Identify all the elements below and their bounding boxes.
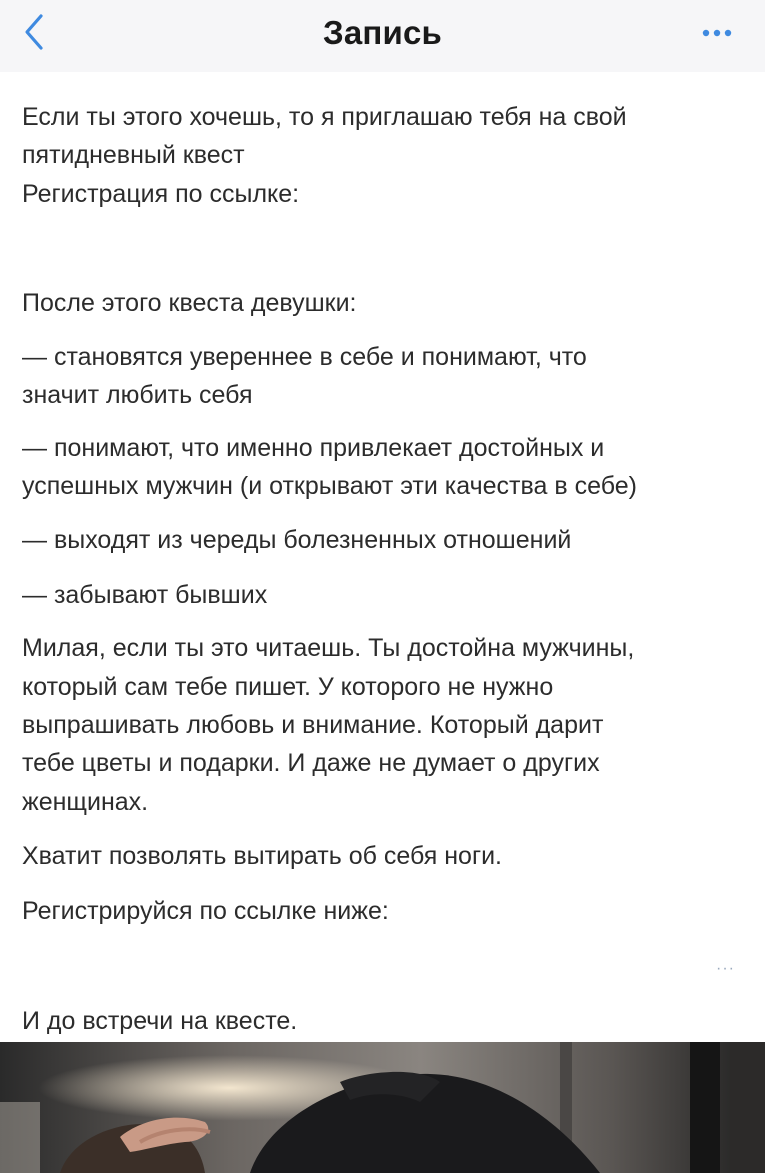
bullet-1-line-1: — становятся увереннее в себе и понимают, что [22, 343, 587, 371]
post-photo-image [0, 1042, 765, 1173]
intro-line-1: Если ты этого хочешь, то я приглашаю тебя на свой [22, 103, 627, 131]
after-quest-heading: После этого квеста девушки: [22, 289, 357, 317]
bullet-2-line-2: успешных мужчин (и открывают эти качества в себе) [22, 472, 637, 500]
dear-line-2: который сам тебе пишет. У которого не нужно [22, 673, 554, 701]
dear-line-5: женщинах. [22, 788, 149, 816]
dear-line-4: тебе цветы и подарки. И даже не думает о других [22, 749, 600, 777]
intro-line-2: пятидневный квест [22, 141, 245, 169]
registration-text: Регистрация по ссылке: [22, 180, 300, 208]
dear-line-3: выпрашивать любовь и внимание. Который дарит [22, 711, 604, 739]
page-title: Запись [322, 14, 443, 51]
bullet-1-line-2: значит любить себя [22, 381, 253, 409]
bullet-4: — забывают бывших [22, 581, 268, 609]
see-you-text: И до встречи на квесте. [22, 1007, 298, 1035]
enough-text: Хватит позволять вытирать об себя ноги. [22, 842, 502, 870]
navigation-bar [0, 0, 765, 72]
dear-line-1: Милая, если ты это читаешь. Ты достойна мужчины, [22, 634, 635, 662]
more-button[interactable] [697, 22, 737, 46]
post-photo[interactable] [0, 1042, 765, 1173]
bullet-3: — выходят из череды болезненных отношений [22, 526, 572, 554]
more-horizontal-icon [701, 25, 733, 43]
faint-dots: ··· [716, 960, 735, 977]
register-below-text: Регистрируйся по ссылке ниже: [22, 897, 389, 925]
bullet-2-line-1: — понимают, что именно привлекает достойных и [22, 434, 605, 462]
